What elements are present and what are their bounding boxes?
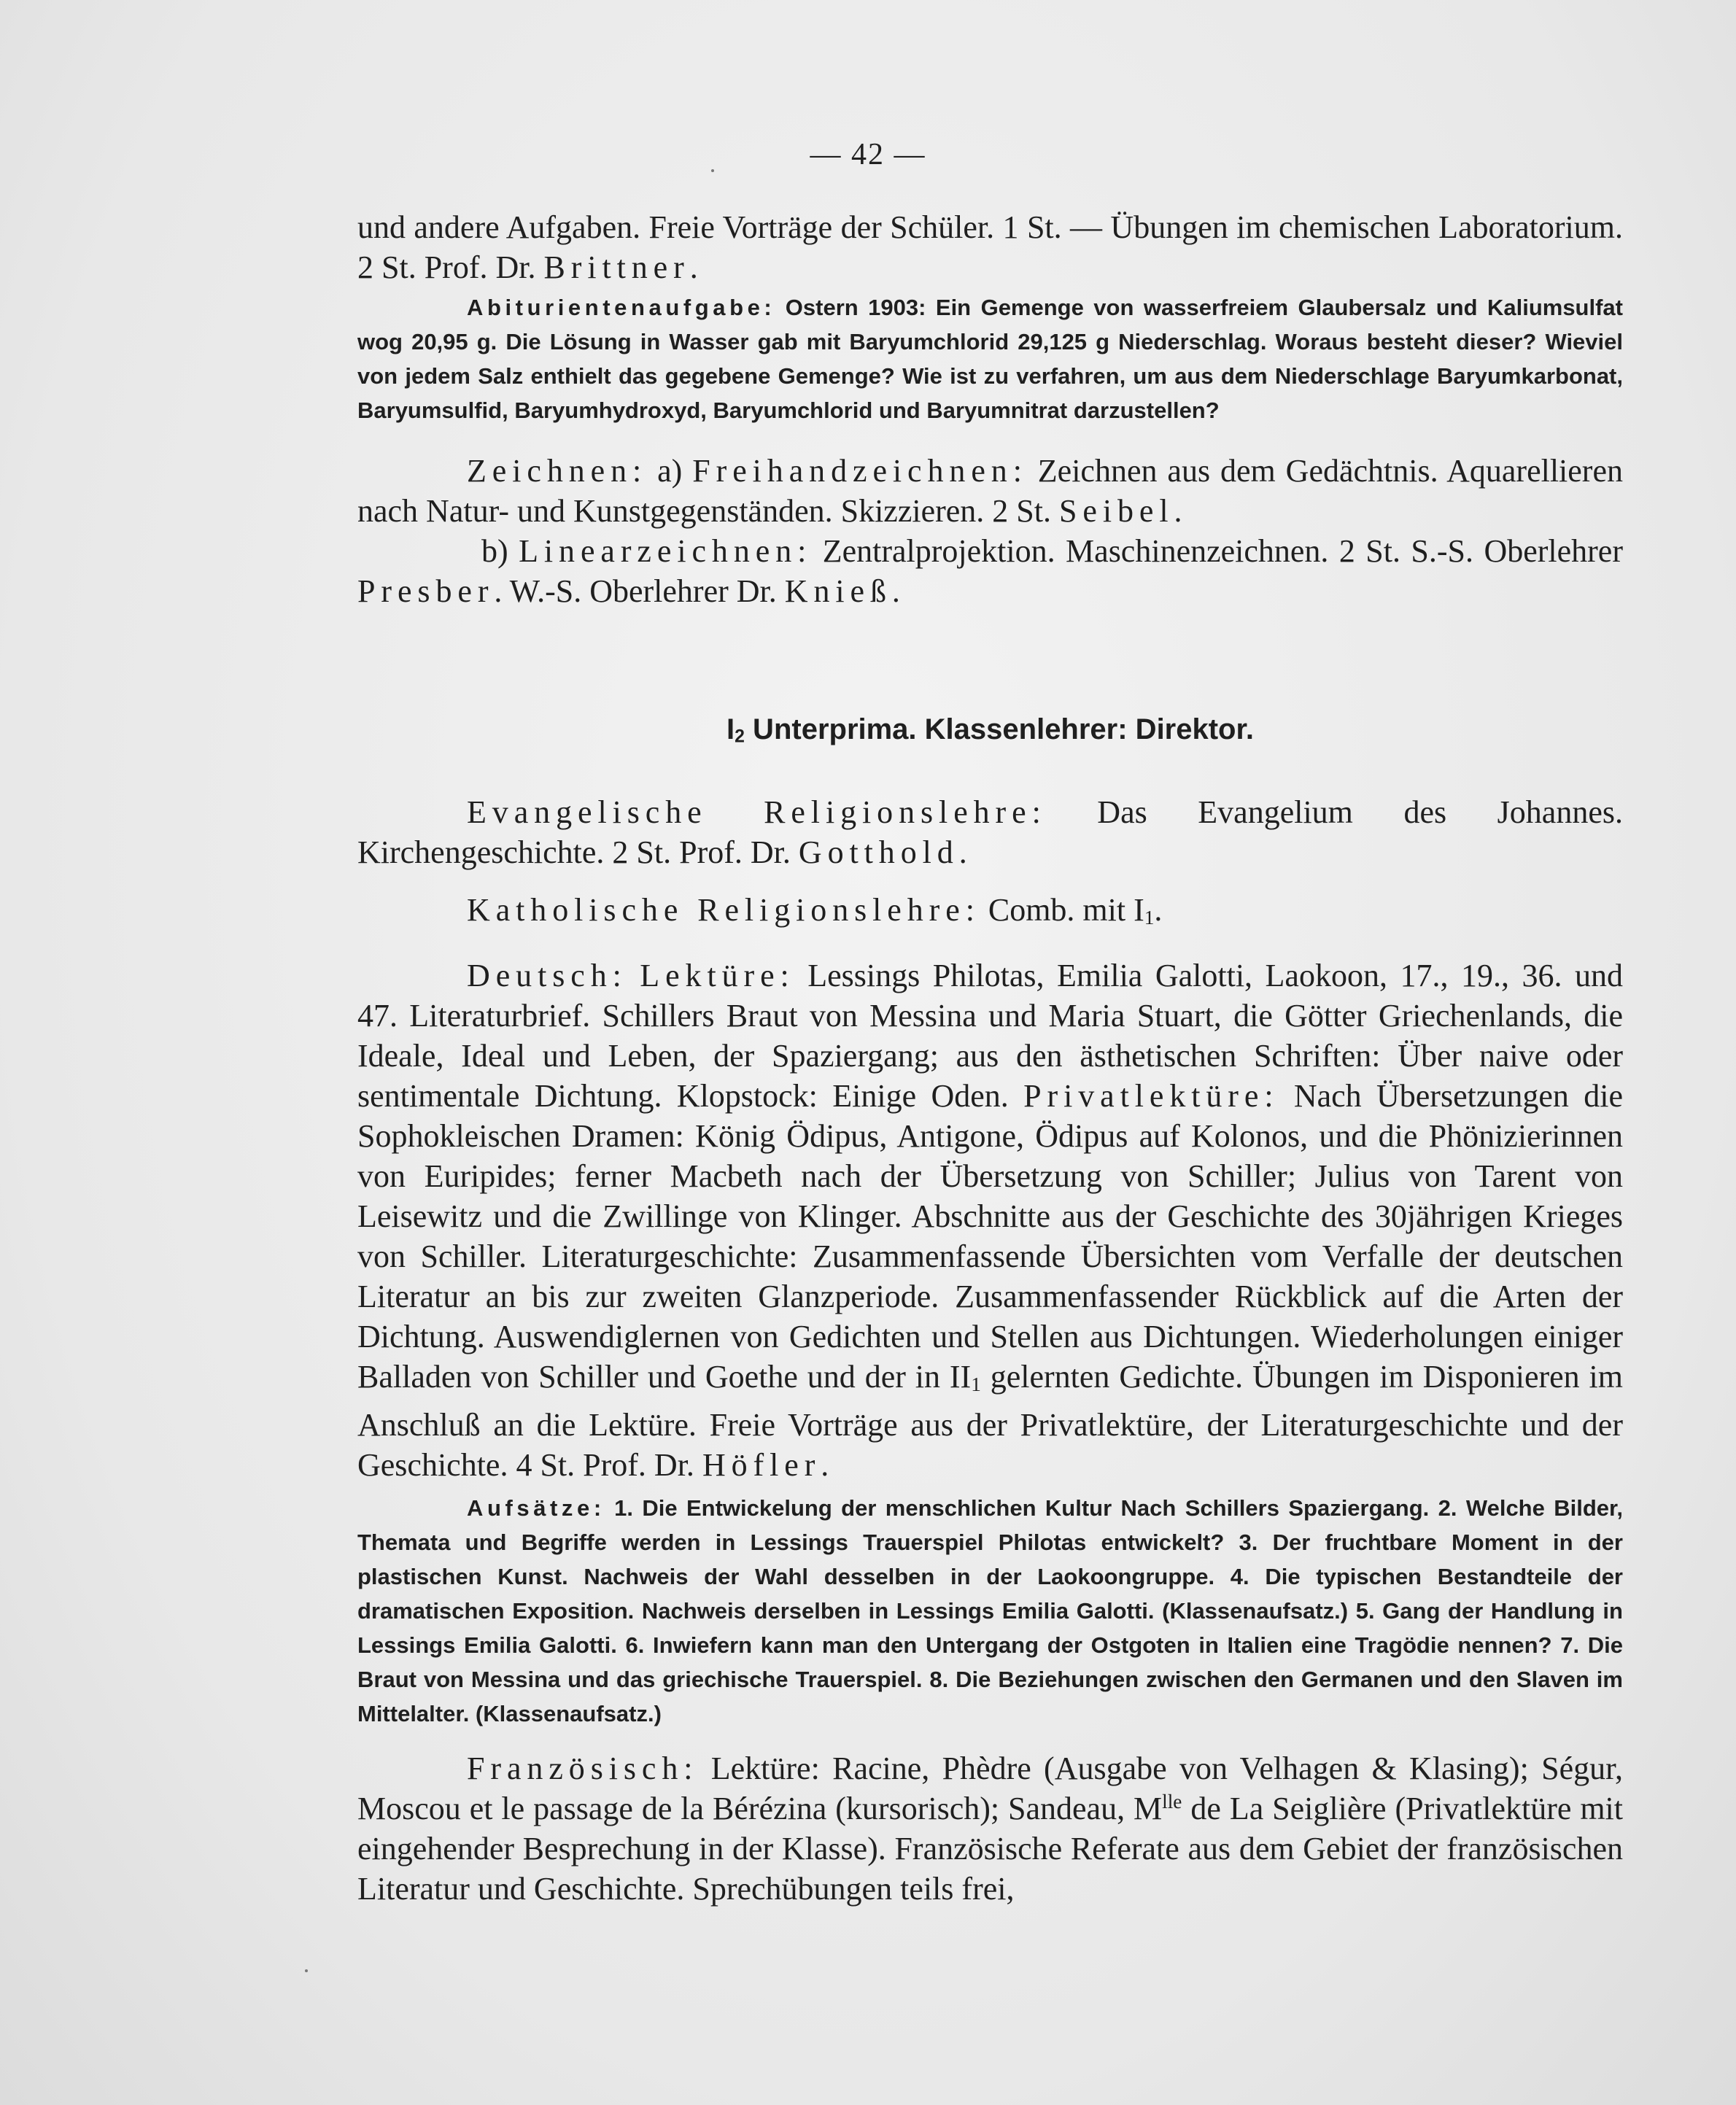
teacher-name: Presber bbox=[357, 573, 495, 609]
chemistry-block bbox=[357, 207, 1623, 427]
deutsch-sub: 1 bbox=[971, 1373, 981, 1395]
heading-sub: 2 bbox=[735, 726, 745, 747]
katholisch-sub: 1 bbox=[1144, 906, 1155, 929]
evangelisch-paragraph bbox=[357, 792, 1623, 872]
linear-text: Zentralprojektion. Maschinenzeichnen. 2 St. S.-S. Oberlehrer bbox=[812, 533, 1623, 569]
zeichnen-text: Zeichnen aus dem Gedächtnis. Aquarellieren nach Natur- und Kunstgegenständen. Skizzieren. 2 St. bbox=[357, 453, 1623, 529]
franzoesisch-text: Lektüre: Racine, Phèdre (Ausgabe von Velhagen & Klasing); Ségur, Moscou et le passage de la Bérézina (kursorisch); Sandeau, M bbox=[357, 1750, 1623, 1826]
subjects-block bbox=[357, 792, 1623, 1909]
lekture-label: Lektüre: bbox=[640, 957, 795, 993]
evangelisch-label: Evangelische Religionslehre: bbox=[467, 794, 1047, 830]
period: . bbox=[1154, 892, 1163, 928]
speck-mark bbox=[711, 169, 714, 172]
period: . bbox=[891, 573, 900, 609]
page-number: — 42 — bbox=[810, 138, 926, 171]
franzoesisch-sup: lle bbox=[1162, 1790, 1182, 1813]
linear-b: b) bbox=[481, 533, 519, 569]
katholisch-paragraph bbox=[357, 890, 1623, 938]
speck-mark bbox=[305, 1969, 308, 1972]
freihand-label: Freihandzeichnen: bbox=[692, 453, 1028, 489]
linear-label: Linearzeichnen: bbox=[519, 533, 813, 569]
deutsch-text: Lessings Philotas, Emilia Galotti, Laokoon, 17., 19., 36. und 47. Literaturbrief. Schillers Braut von Messina und Maria Stuart, die Götter Griechenlands, die Ideale, Ideal und Leben, der Spaziergang; aus den ästhetischen Schriften: Über naive oder sentimentale Dichtung. Klopstock: Einige Oden. bbox=[357, 957, 1623, 1114]
franzoesisch-label: Französisch: bbox=[467, 1750, 699, 1786]
chemistry-text: und andere Aufgaben. Freie Vorträge der Schüler. 1 St. — Übungen im chemischen Laboratorium. 2 St. Prof. Dr. bbox=[357, 209, 1623, 285]
heading-prefix: I bbox=[726, 713, 735, 745]
linear-text-2: . W.-S. Oberlehrer Dr. bbox=[494, 573, 785, 609]
deutsch-text-3: gelernten Gedichte. Übungen im Disponieren im Anschluß an die Lektüre. Freie Vorträge aus der Privatlektüre, der Literaturgeschichte und der Geschichte. 4 St. Prof. Dr. bbox=[357, 1358, 1623, 1483]
franzoesisch-paragraph bbox=[357, 1748, 1623, 1909]
period: . bbox=[958, 834, 967, 870]
period: . bbox=[821, 1446, 829, 1483]
class-heading bbox=[357, 713, 1623, 747]
chemistry-paragraph bbox=[357, 207, 1623, 287]
teacher-name-2: Knieß bbox=[784, 573, 892, 609]
period: . bbox=[689, 249, 698, 285]
franzoesisch-text-2: de La Seiglière (Privatlektüre mit eingehender Besprechung in der Klasse). Französische Referate aus dem Gebiet der französischen Literatur und Geschichte. Sprechübungen teils frei, bbox=[357, 1790, 1623, 1907]
deutsch-label: Deutsch: bbox=[467, 957, 627, 993]
teacher-name: Brittner bbox=[543, 249, 690, 285]
deutsch-text-2: Nach Übersetzungen die Sophokleischen Dramen: König Ödipus, Antigone, Ödipus auf Kolonos, und die Phönizierinnen von Euripides; ferner Macbeth nach der Übersetzung von Schiller; Julius von Tarent von Leisewitz und die Zwillinge von Klinger. Abschnitte aus der Geschichte des 30jährigen Krieges von Schiller. Literaturgeschichte: Zusammenfassende Übersichten vom Verfalle der deutschen Literatur an bis zur zweiten Glanzperiode. Zusammenfassender Rückblick auf die Arten der Dichtung. Auswendiglernen von Gedichten und Stellen aus Dichtungen. Wiederholungen einiger Balladen von Schiller und Goethe und der in II bbox=[357, 1077, 1623, 1395]
abitur-label: Abiturientenaufgabe: bbox=[467, 295, 776, 320]
teacher-name: Gotthold bbox=[798, 834, 959, 870]
zeichnen-label: Zeichnen: bbox=[467, 453, 648, 489]
drawing-block bbox=[357, 451, 1623, 611]
evangelisch-text: Das Evangelium des Johannes. Kirchengeschichte. 2 St. Prof. Dr. bbox=[357, 794, 1623, 870]
period: . bbox=[1174, 493, 1182, 529]
teacher-name: Höfler bbox=[702, 1446, 821, 1483]
deutsch-paragraph bbox=[357, 955, 1623, 1485]
zeichnen-paragraph bbox=[357, 451, 1623, 531]
katholisch-text: Comb. mit I bbox=[980, 892, 1144, 928]
zeichnen-a: a) bbox=[647, 453, 693, 489]
teacher-name: Seibel bbox=[1058, 493, 1174, 529]
privatlekture-label: Privatlektüre: bbox=[1023, 1077, 1279, 1114]
katholisch-label: Katholische Religionslehre: bbox=[467, 892, 980, 928]
aufsaetze-text: 1. Die Entwickelung der menschlichen Kultur Nach Schillers Spaziergang. 2. Welche Bilder, Themata und Begriffe werden in Lessings Trauerspiel Philotas entwickelt? 3. Der fruchtbare Moment in der plastischen Kunst. Nachweis der Wahl desselben in der Laokoongruppe. 4. Die typischen Bestandteile der dramatischen Exposition. Nachweis derselben in Lessings Emilia Galotti. (Klassenaufsatz.) 5. Gang der Handlung in Lessings Emilia Galotti. 6. Inwiefern kann man den Untergang der Ostgoten in Italien eine Tragödie nennen? 7. Die Braut von Messina und das griechische Trauerspiel. 8. Die Beziehungen zwischen den Germanen und den Slaven im Mittelalter. (Klassenaufsatz.) bbox=[357, 1495, 1623, 1726]
aufsaetze-paragraph bbox=[357, 1491, 1623, 1731]
heading-text: Unterprima. Klassenlehrer: Direktor. bbox=[744, 713, 1254, 745]
aufsaetze-label: Aufsätze: bbox=[467, 1495, 605, 1521]
section-heading bbox=[357, 713, 1623, 747]
linear-paragraph bbox=[357, 531, 1623, 611]
abitur-text: Ostern 1903: Ein Gemenge von wasserfreiem Glaubersalz und Kaliumsulfat wog 20,95 g. Die Lösung in Wasser gab mit Baryumchlorid 29,125 g Niederschlag. Woraus besteht dieser? Wieviel von jedem Salz enthielt das gegebene Gemenge? Wie ist zu verfahren, um aus dem Niederschlage Baryumkarbonat, Baryumsulfid, Baryumhydroxyd, Baryumchlorid und Baryumnitrat darzustellen? bbox=[357, 295, 1623, 423]
abitur-task bbox=[357, 290, 1623, 427]
